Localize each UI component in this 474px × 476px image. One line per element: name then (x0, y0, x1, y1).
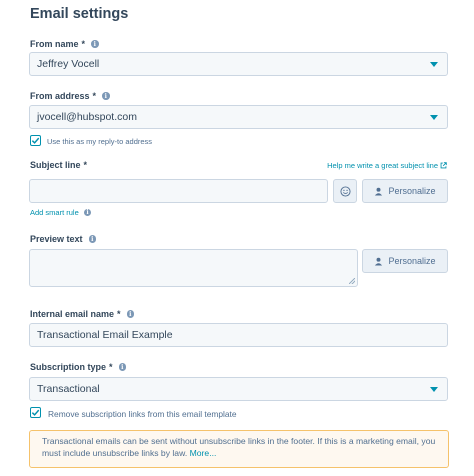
from-name-label-text: From name (30, 39, 79, 49)
remove-links-checkbox[interactable] (30, 407, 41, 418)
from-address-label (30, 91, 110, 101)
info-icon[interactable]: i (84, 209, 92, 217)
remove-links-label: Remove subscription links from this email template (48, 409, 237, 419)
info-icon[interactable]: i (102, 92, 110, 100)
preview-text-textarea[interactable] (29, 249, 358, 287)
alert-more-link[interactable]: More... (189, 448, 217, 458)
chevron-down-icon (430, 387, 438, 392)
subject-line-label-text: Subject line (30, 160, 81, 170)
info-icon[interactable]: i (127, 310, 135, 318)
required-mark: * (117, 309, 121, 319)
checkmark-icon (31, 408, 40, 417)
page-title: Email settings (30, 6, 129, 22)
add-smart-rule-text: Add smart rule (30, 208, 79, 217)
subscription-type-label-text: Subscription type (30, 362, 107, 372)
internal-name-value: Transactional Email Example (37, 329, 173, 341)
info-icon[interactable]: i (91, 40, 99, 48)
help-link-text: Help me write a great subject line (327, 161, 438, 170)
from-name-label (30, 39, 99, 49)
from-name-select[interactable] (29, 52, 448, 76)
external-link-icon (440, 162, 447, 169)
subject-line-input[interactable] (29, 179, 328, 203)
subscription-type-value: Transactional (37, 383, 100, 395)
subscription-type-select[interactable] (29, 377, 448, 401)
preview-text-label (30, 234, 96, 244)
person-icon (374, 257, 383, 266)
internal-name-input[interactable] (29, 323, 448, 347)
reply-to-label: Use this as my reply-to address (47, 137, 153, 146)
checkmark-icon (31, 136, 40, 145)
chevron-down-icon (430, 62, 438, 67)
info-icon[interactable]: i (89, 235, 97, 243)
required-mark: * (92, 91, 97, 101)
person-icon (374, 187, 383, 196)
required-mark: * (109, 362, 113, 372)
internal-name-label-text: Internal email name (30, 309, 115, 319)
required-mark: * (81, 39, 86, 49)
chevron-down-icon (430, 115, 438, 120)
required-mark: * (83, 160, 88, 170)
from-name-value: Jeffrey Vocell (37, 58, 100, 70)
subscription-type-label (30, 362, 126, 372)
from-address-select[interactable] (29, 105, 448, 129)
reply-to-checkbox[interactable] (30, 135, 41, 146)
preview-text-label-text: Preview text (30, 234, 83, 244)
emoji-button[interactable] (333, 179, 357, 203)
from-address-label-text: From address (30, 91, 90, 101)
from-address-value: jvocell@hubspot.com (37, 111, 137, 123)
subject-personalize-button[interactable] (362, 179, 448, 203)
subject-line-label (30, 160, 87, 170)
resize-handle[interactable] (349, 278, 355, 284)
add-smart-rule-link[interactable] (30, 208, 91, 217)
preview-personalize-button[interactable] (362, 249, 448, 273)
personalize-label: Personalize (388, 186, 436, 196)
alert-text: Transactional emails can be sent without unsubscribe links in the footer. If this is a marketing email, you must include unsubscribe links by law. (42, 436, 436, 458)
subject-line-help-link[interactable] (327, 161, 447, 170)
emoji-icon (340, 186, 351, 197)
info-icon[interactable]: i (119, 363, 127, 371)
transactional-alert (29, 430, 449, 468)
internal-name-label (30, 309, 134, 319)
personalize-label: Personalize (388, 256, 436, 266)
